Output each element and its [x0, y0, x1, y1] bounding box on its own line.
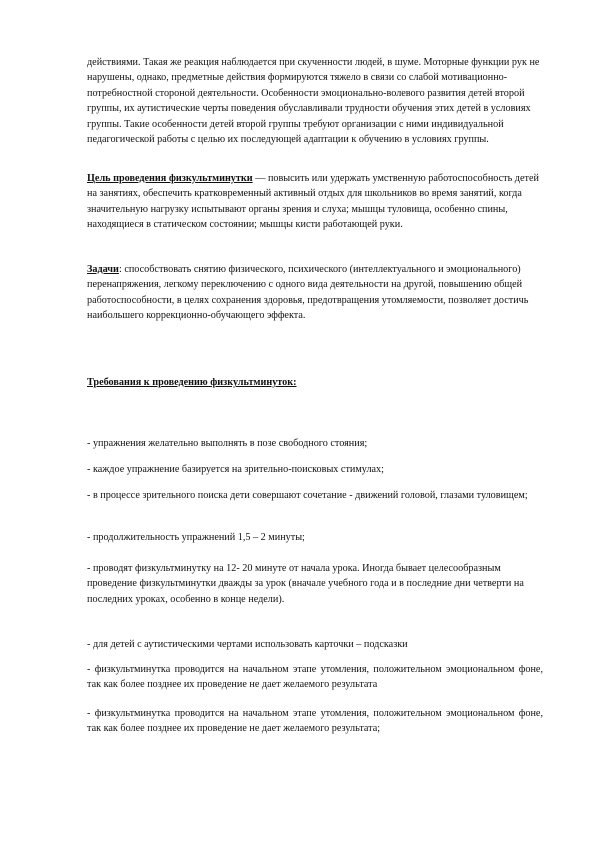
requirement-item-6: - для детей с аутистическими чертами использовать карточки – подсказки [87, 639, 408, 650]
requirements-heading: Требования к проведению физкультминуток: [87, 377, 297, 388]
requirement-item-3: - в процессе зрительного поиска дети совершают сочетание - движений головой, глазами туловищем; [87, 490, 528, 501]
tasks-heading: Задачи [87, 264, 119, 275]
tasks-paragraph [87, 262, 543, 324]
requirement-item-8: - физкультминутка проводится на начальном этапе утомления, положительном эмоциональном фоне, так как более позднее их проведение не дает желаемого результата; [87, 708, 543, 735]
requirement-item-7: - физкультминутка проводится на начальном этапе утомления, положительном эмоциональном фоне, так как более позднее их проведение не дает желаемого результата [87, 664, 543, 691]
intro-paragraph: действиями. Такая же реакция наблюдается при скученности людей, в шуме. Моторные функции рук не нарушены, однако, предметные действия формируются тяжело в связи со слабой мотивационно-потребностной стороной деятельности. Особенности эмоционально-волевого развития детей второй группы, их аутистические черты поведения обуславливали трудности обучения этих детей в условиях группы. Такие особенности детей второй группы требуют организации с ними индивидуальной педагогической работы с целью их последующей адаптации к обучению в условиях группы. [87, 57, 540, 146]
goal-paragraph [87, 171, 543, 233]
requirement-item-2: - каждое упражнение базируется на зрительно-поисковых стимулах; [87, 464, 384, 475]
tasks-text: : способствовать снятию физического, психического (интеллектуального и эмоционального) перенапряжения, легкому переключению с одного вида деятельности на другой, повышению общей работоспособности, в целях сохранения здоровья, предотвращения утомляемости, позволяет достичь наибольшего коррекционно-обучающего эффекта. [87, 264, 529, 322]
requirement-item-5: - проводят физкультминутку на 12- 20 минуте от начала урока. Иногда бывает целесообразным проведение физкультминутки дважды за урок (вначале учебного года и в последние дни четверти на последних уроках, особенно в конце недели). [87, 563, 524, 605]
requirement-item-1: - упражнения желательно выполнять в позе свободного стояния; [87, 438, 368, 449]
goal-heading: Цель проведения физкультминутки [87, 173, 253, 184]
goal-text: — повысить или удержать умственную работоспособность детей на занятиях, обеспечить кратковременный активный отдых для школьников во время занятий, когда значительную нагрузку испытывают органы зрения и слуха; мышцы туловища, особенно спины, находящиеся в статическом состоянии; мышцы кисти работающей руки. [87, 173, 539, 231]
requirement-item-4: - продолжительность упражнений 1,5 – 2 минуты; [87, 532, 305, 543]
